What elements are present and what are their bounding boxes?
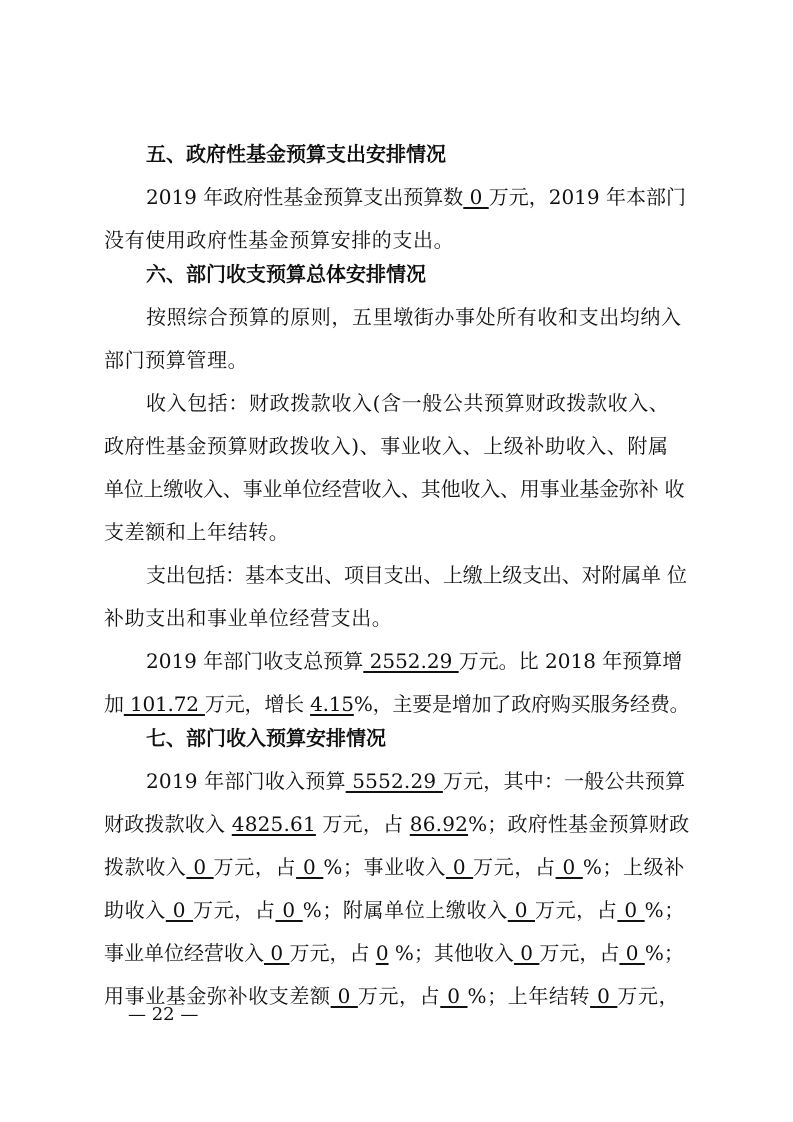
underlined-value: 0 [275,898,303,922]
underlined-value: 0 [375,941,389,965]
text-line [104,852,685,882]
text-span: 2019 年部门收支总预算 [146,649,364,673]
text-span: 万元，增长 [204,692,311,716]
section-heading-5: 五、政府性基金预算支出安排情况 [146,142,446,166]
underlined-value: 0 [590,984,618,1008]
text-span: 万元，占 [357,984,441,1008]
text-span: 加 [104,692,124,716]
text-span: %； [644,898,685,922]
text-span: %；事业收入 [323,855,446,879]
text-span: 万元，占 [213,855,297,879]
text-line: 部门预算管理。 [104,348,249,372]
text-line: 没有使用政府性基金预算安排的支出。 [104,228,455,252]
text-span: 万元，占 [193,898,276,922]
text-line: 支出包括：基本支出、项目支出、上缴上级支出、对附属单 位 [146,563,687,587]
underlined-value: 0 [330,984,358,1008]
underlined-value: 4825.61 [231,812,316,836]
text-span: 万元， [617,984,680,1008]
text-span: 2019 年政府性基金预算支出预算数 [146,185,464,209]
text-line [104,809,689,839]
text-line [146,766,685,796]
text-span: %；上级补 [582,855,685,879]
underlined-value: 0 [617,898,645,922]
text-span: 万元，占 [539,941,620,965]
text-span: %；附属单位上缴收入 [302,898,508,922]
text-span: 万元，其中：一般公共预算 [442,769,686,793]
text-span: %；政府性基金预算财政 [468,812,690,836]
text-span: 万元，2019 年本部门 [488,185,686,209]
underlined-value: 0 [165,898,194,922]
text-span: %；其他收入 [388,941,514,965]
page-number: — 22 — [128,1004,199,1025]
text-span: %；上年结转 [467,984,591,1008]
section-heading-6: 六、部门收支预算总体安排情况 [146,262,426,286]
text-line [146,182,686,212]
text-span: %； [644,941,684,965]
text-span: 万元，占 [315,812,410,836]
text-span: 万元。比 2018 年预算增 [458,649,683,673]
text-line: 政府性基金预算财政拨收入)、事业收入、上级补助收入、附属 [104,434,669,458]
text-line: 补助支出和事业单位经营支出。 [104,606,393,630]
text-span: 万元，占 [289,941,376,965]
underlined-value: 2552.29 [363,649,459,673]
underlined-value: 101.72 [123,692,205,716]
text-span: 财政拨款收入 [104,812,232,836]
text-span: 拨款收入 [104,855,187,879]
underlined-value: 0 [440,984,468,1008]
underlined-value: 0 [513,941,540,965]
text-line [104,689,689,719]
text-span: 2019 年部门收入预算 [146,769,346,793]
text-span: 万元，占 [473,855,556,879]
text-span: %，主要是增加了政府购买服务经费。 [353,692,690,716]
text-line [104,938,684,968]
text-span: 用事业基金弥补收支差额 [104,984,331,1008]
text-line: 按照综合预算的原则，五里墩街办事处所有收和支出均纳入 [146,305,682,329]
underlined-value: 0 [264,941,290,965]
underlined-value: 4.15 [310,692,354,716]
underlined-value: 0 [296,855,324,879]
underlined-value: 0 [619,941,645,965]
text-line [104,895,685,925]
underlined-value: 0 [507,898,535,922]
text-span: 事业单位经营收入 [104,941,264,965]
underlined-value: 0 [463,185,489,209]
underlined-value: 0 [445,855,474,879]
underlined-value: 5552.29 [345,769,443,793]
section-heading-7: 七、部门收入预算安排情况 [146,726,386,750]
text-line: 收入包括：财政拨款收入(含一般公共预算财政拨款收入、 [146,391,670,415]
text-span: 万元，占 [534,898,618,922]
underlined-value: 86.92 [409,812,469,836]
text-line: 单位上缴收入、事业单位经营收入、其他收入、用事业基金弥补 收 [104,477,685,501]
text-span: 助收入 [104,898,166,922]
text-line: 支差额和上年结转。 [104,520,290,544]
underlined-value: 0 [555,855,583,879]
underlined-value: 0 [186,855,214,879]
text-line [146,646,682,676]
